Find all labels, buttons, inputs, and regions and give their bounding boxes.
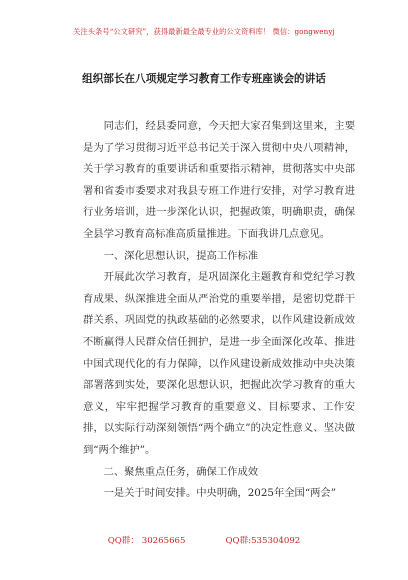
footer-contact bbox=[0, 534, 408, 546]
document-body bbox=[83, 116, 355, 505]
footer-qq-group-2: QQ群:535304092 bbox=[225, 536, 301, 546]
document-title: 组织部长在八项规定学习教育工作专班座谈会的讲话 bbox=[82, 73, 326, 85]
paragraph-intro: 同志们，经县委同意，今天把大家召集到这里来，主要是为了学习贯彻习近平总书记关于深入贯彻中央八项精神，关于学习教育的重要讲话和重要指示精神，贯彻落实中央部署和省委市委要求对我县专班工作进行安排，对学习教育进行业务培训，进一步深化认识，把握政策，明确职责，确保全县学习教育高标准高质量推进。下面我讲几点意见。 bbox=[83, 120, 355, 240]
section-heading-1: 一、深化思想认识，提高工作标准 bbox=[103, 249, 259, 262]
section-heading-2: 二、聚焦重点任务，确保工作成效 bbox=[103, 465, 259, 478]
footer-qq-group-1: QQ群： 30265665 bbox=[107, 536, 186, 546]
paragraph-section-1: 开展此次学习教育，是巩固深化主题教育和党纪学习教育成果、纵深推进全面从严治党的重要举措，是密切党群干群关系、巩固党的执政基础的必然要求，以作风建设新成效不断赢得人民群众信任拥护，是进一步全面深化改革、推进中国式现代化的有力保障，以作风建设新成效推动中央决策部署落到实处，要深化思想认识，把握此次学习教育的重大意义，牢牢把握学习教育的重要意义、目标要求、工作安排，以实际行动深刻领悟“两个确立”的决定性意义、坚决做到“两个维护”。 bbox=[83, 271, 355, 456]
header-banner: 关注头条号“公文研究”，获得最新最全最专业的公文资料库！ 微信：gongwenyj bbox=[73, 27, 335, 36]
paragraph-section-2: 一是关于时间安排。中央明确，2025年全国“两会” bbox=[103, 487, 336, 500]
